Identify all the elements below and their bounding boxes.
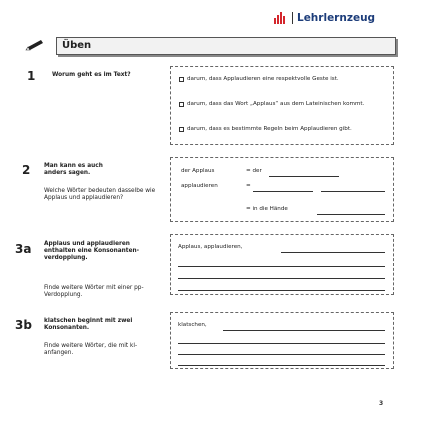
checkbox[interactable]	[179, 127, 184, 132]
task-1-question: Worum geht es im Text?	[52, 72, 131, 78]
task-2-row-2-label: applaudieren	[181, 183, 218, 189]
answer-line[interactable]	[253, 191, 313, 192]
page-number: 3	[379, 400, 384, 407]
answer-line[interactable]	[178, 365, 385, 366]
task-3a-question-2: Finde weitere Wörter mit einer pp-Verdopplung.	[44, 285, 144, 298]
task-3a-answer-box	[170, 234, 394, 295]
answer-line[interactable]	[178, 343, 385, 344]
task-3b-answer-box	[170, 312, 394, 369]
logo-separator	[292, 12, 293, 24]
task-1-option-1[interactable]: darum, dass Applaudieren eine respektvolle Geste ist.	[179, 76, 379, 83]
task-2-question-1: Man kann es auch anders sagen.	[44, 163, 103, 176]
task-2-row-3-eq: = in die Hände	[246, 206, 288, 212]
task-3a-start-words: Applaus, applaudieren,	[178, 244, 243, 250]
section-title: Üben	[62, 40, 92, 51]
brand-logo	[274, 10, 375, 26]
logo-mark-icon	[274, 12, 287, 24]
task-2-answer-box	[170, 157, 394, 222]
task-3b-start-words: klatschen,	[178, 322, 207, 328]
answer-line[interactable]	[178, 354, 385, 355]
section-title-bar	[56, 37, 396, 55]
answer-line[interactable]	[281, 252, 385, 253]
checkbox[interactable]	[179, 77, 184, 82]
task-2-question-2: Welche Wörter bedeuten dasselbe wie Applaus und applaudieren?	[44, 188, 156, 201]
answer-line[interactable]	[178, 278, 385, 279]
task-3b-question-1: klatschen beginnt mit zwei Konsonanten.	[44, 318, 133, 331]
answer-line[interactable]	[178, 290, 385, 291]
answer-line[interactable]	[321, 191, 385, 192]
task-2-row-2-eq: =	[246, 183, 251, 189]
task-2-number: 2	[22, 163, 31, 177]
answer-line[interactable]	[223, 330, 385, 331]
brand-name: Lehrlernzeug	[297, 12, 376, 24]
answer-line[interactable]	[178, 266, 385, 267]
task-2-row-1-eq: = der	[246, 168, 262, 174]
answer-line[interactable]	[269, 176, 339, 177]
answer-line[interactable]	[317, 214, 385, 215]
task-3b-number: 3b	[15, 318, 32, 332]
pencil-icon	[24, 38, 46, 52]
task-3a-question-1: Applaus und applaudieren enthalten eine Konsonanten-verdopplung.	[44, 241, 140, 261]
task-1-number: 1	[27, 69, 36, 83]
task-3a-number: 3a	[15, 242, 32, 256]
task-2-row-1-label: der Applaus	[181, 168, 215, 174]
task-3b-question-2: Finde weitere Wörter, die mit kl- anfangen.	[44, 343, 138, 356]
checkbox[interactable]	[179, 102, 184, 107]
task-1-option-2[interactable]: darum, dass das Wort „Applaus“ aus dem Lateinischen kommt.	[179, 101, 379, 108]
task-1-answer-box	[170, 66, 394, 145]
task-1-option-3[interactable]: darum, dass es bestimmte Regeln beim Applaudieren gibt.	[179, 126, 379, 133]
